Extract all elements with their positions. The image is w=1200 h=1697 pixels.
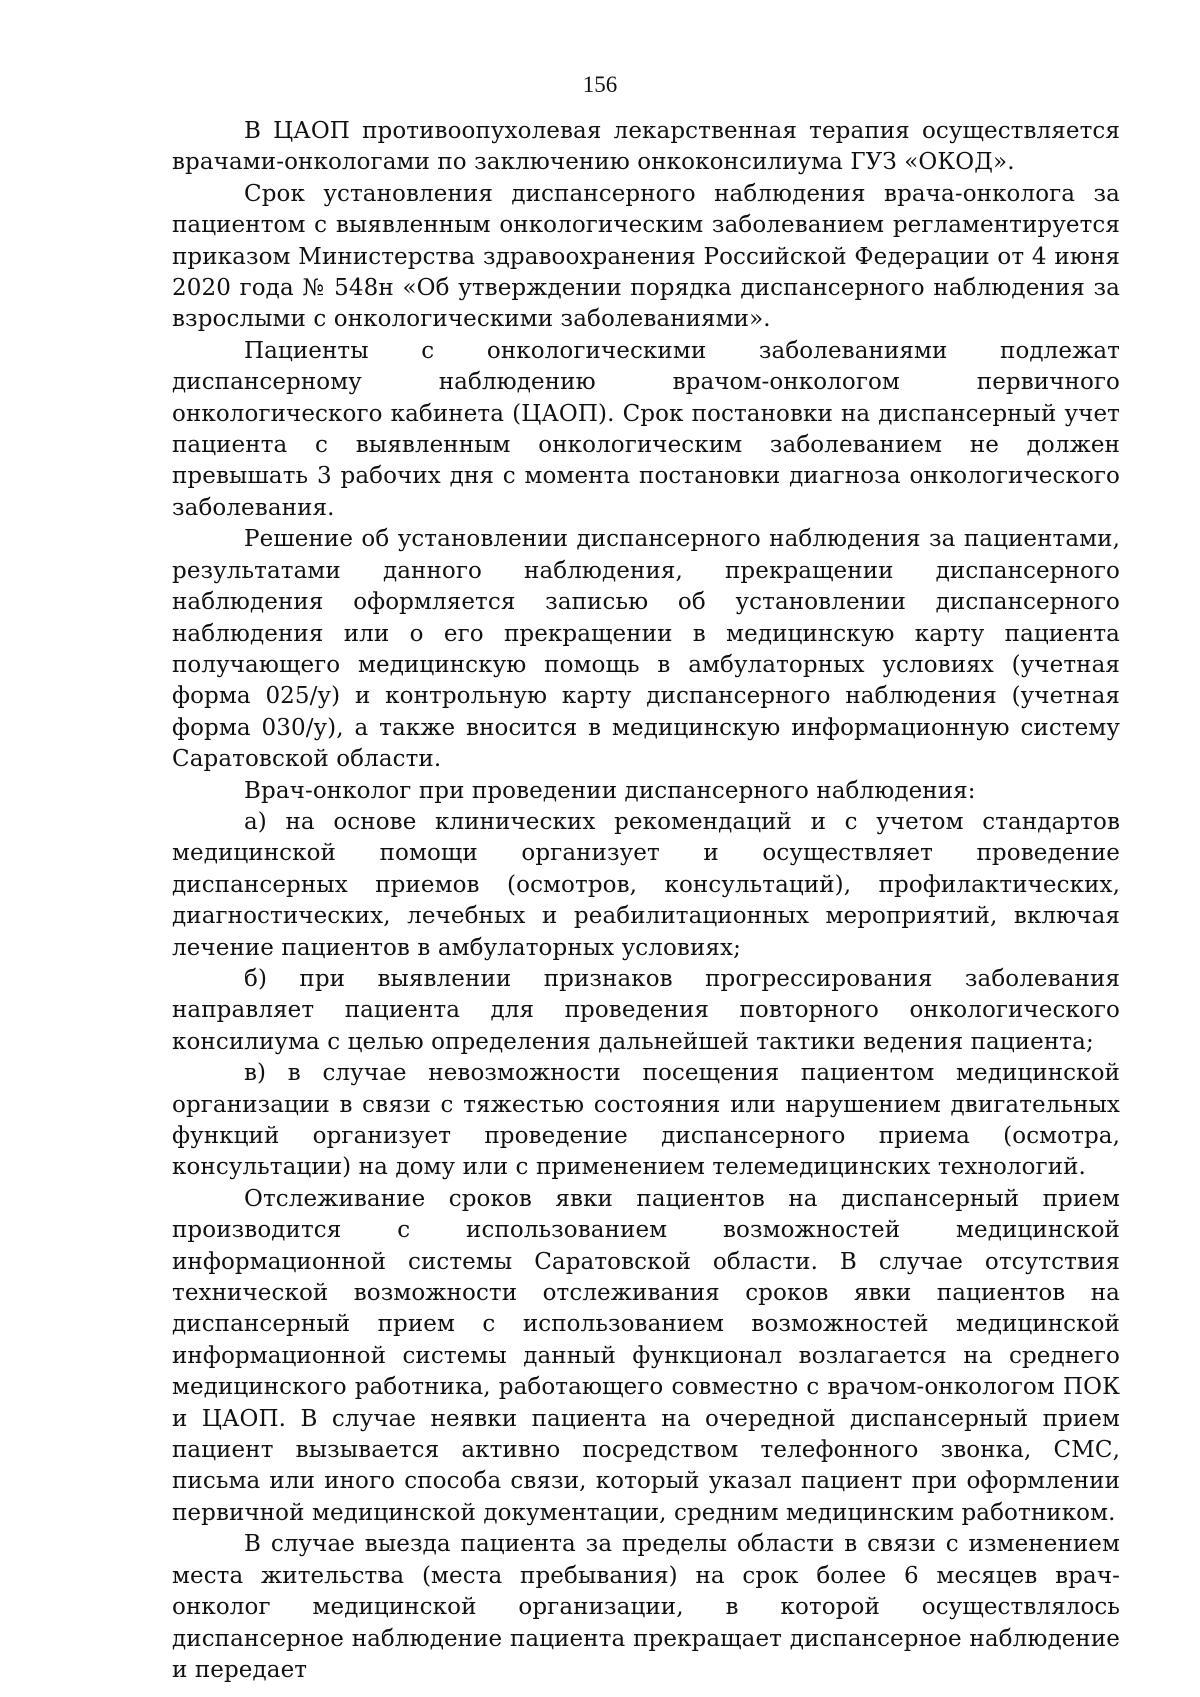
paragraph-attendance-tracking: Отслеживание сроков явки пациентов на диспансерный прием производится с использованием возможностей медицинской информационной системы Саратовской области. В случае отсутствия технической возможности отслеживания сроков явки пациентов на диспансерный прием с использованием возможностей медицинской информационной системы данный функционал возлагается на среднего медицинского работника, работающего совместно с врачом-онкологом ПОК и ЦАОП. В случае неявки пациента на очередной диспансерный прием пациент вызывается активно посредством телефонного звонка, СМС, письма или иного способа связи, который указал пациент при оформлении первичной медицинской документации, средним медицинским работником. [172,1185,1120,1526]
list-item-c: в) в случае невозможности посещения пациентом медицинской организации в связи с тяжестью состояния или нарушением двигательных функций организует проведение диспансерного приема (осмотра, консультации) на дому или с применением телемедицинских технологий. [172,1060,1120,1181]
paragraph-patients-subject: Пациенты с онкологическими заболеваниями подлежат диспансерному наблюдению врачом-онкологом первичного онкологического кабинета (ЦАОП). Срок постановки на диспансерный учет пациента с выявленным онкологическим заболеванием не должен превышать 3 рабочих дня с момента постановки диагноза онкологического заболевания. [172,337,1120,521]
paragraph-tsaop-therapy: В ЦАОП противоопухолевая лекарственная терапия осуществляется врачами-онкологами по заключению онкоконсилиума ГУЗ «ОКОД». [172,118,1120,176]
paragraph-patient-departure: В случае выезда пациента за пределы области в связи с изменением места жительства (места пребывания) на срок более 6 месяцев врач-онколог медицинской организации, в которой осуществлялось диспансерное наблюдение пациента прекращает диспансерное наблюдение и передает [172,1531,1120,1683]
paragraph-oncologist-duties: Врач-онколог при проведении диспансерного наблюдения: [244,777,976,804]
page-number: 156 [582,72,618,97]
paragraph-decision-record: Решение об установлении диспансерного наблюдения за пациентами, результатами данного наблюдения, прекращении диспансерного наблюдения оформляется записью об установлении диспансерного наблюдения или о его прекращении в медицинскую карту пациента получающего медицинскую помощь в амбулаторных условиях (учетная форма 025/у) и контрольную карту диспансерного наблюдения (учетная форма 030/у), а также вносится в медицинскую информационную систему Саратовской области. [172,526,1120,773]
list-item-b: б) при выявлении признаков прогрессирования заболевания направляет пациента для проведения повторного онкологического консилиума с целью определения дальнейшей тактики ведения пациента; [172,965,1120,1055]
document-body [172,116,1120,1686]
paragraph-observation-term: Срок установления диспансерного наблюдения врача-онколога за пациентом с выявленным онкологическим заболеванием регламентируется приказом Министерства здравоохранения Российской Федерации от 4 июня 2020 года № 548н «Об утверждении порядка диспансерного наблюдения за взрослыми с онкологическими заболеваниями». [172,180,1120,333]
list-item-a: а) на основе клинических рекомендаций и с учетом стандартов медицинской помощи организует и осуществляет проведение диспансерных приемов (осмотров, консультаций), профилактических, диагностических, лечебных и реабилитационных мероприятий, включая лечение пациентов в амбулаторных условиях; [172,808,1120,961]
